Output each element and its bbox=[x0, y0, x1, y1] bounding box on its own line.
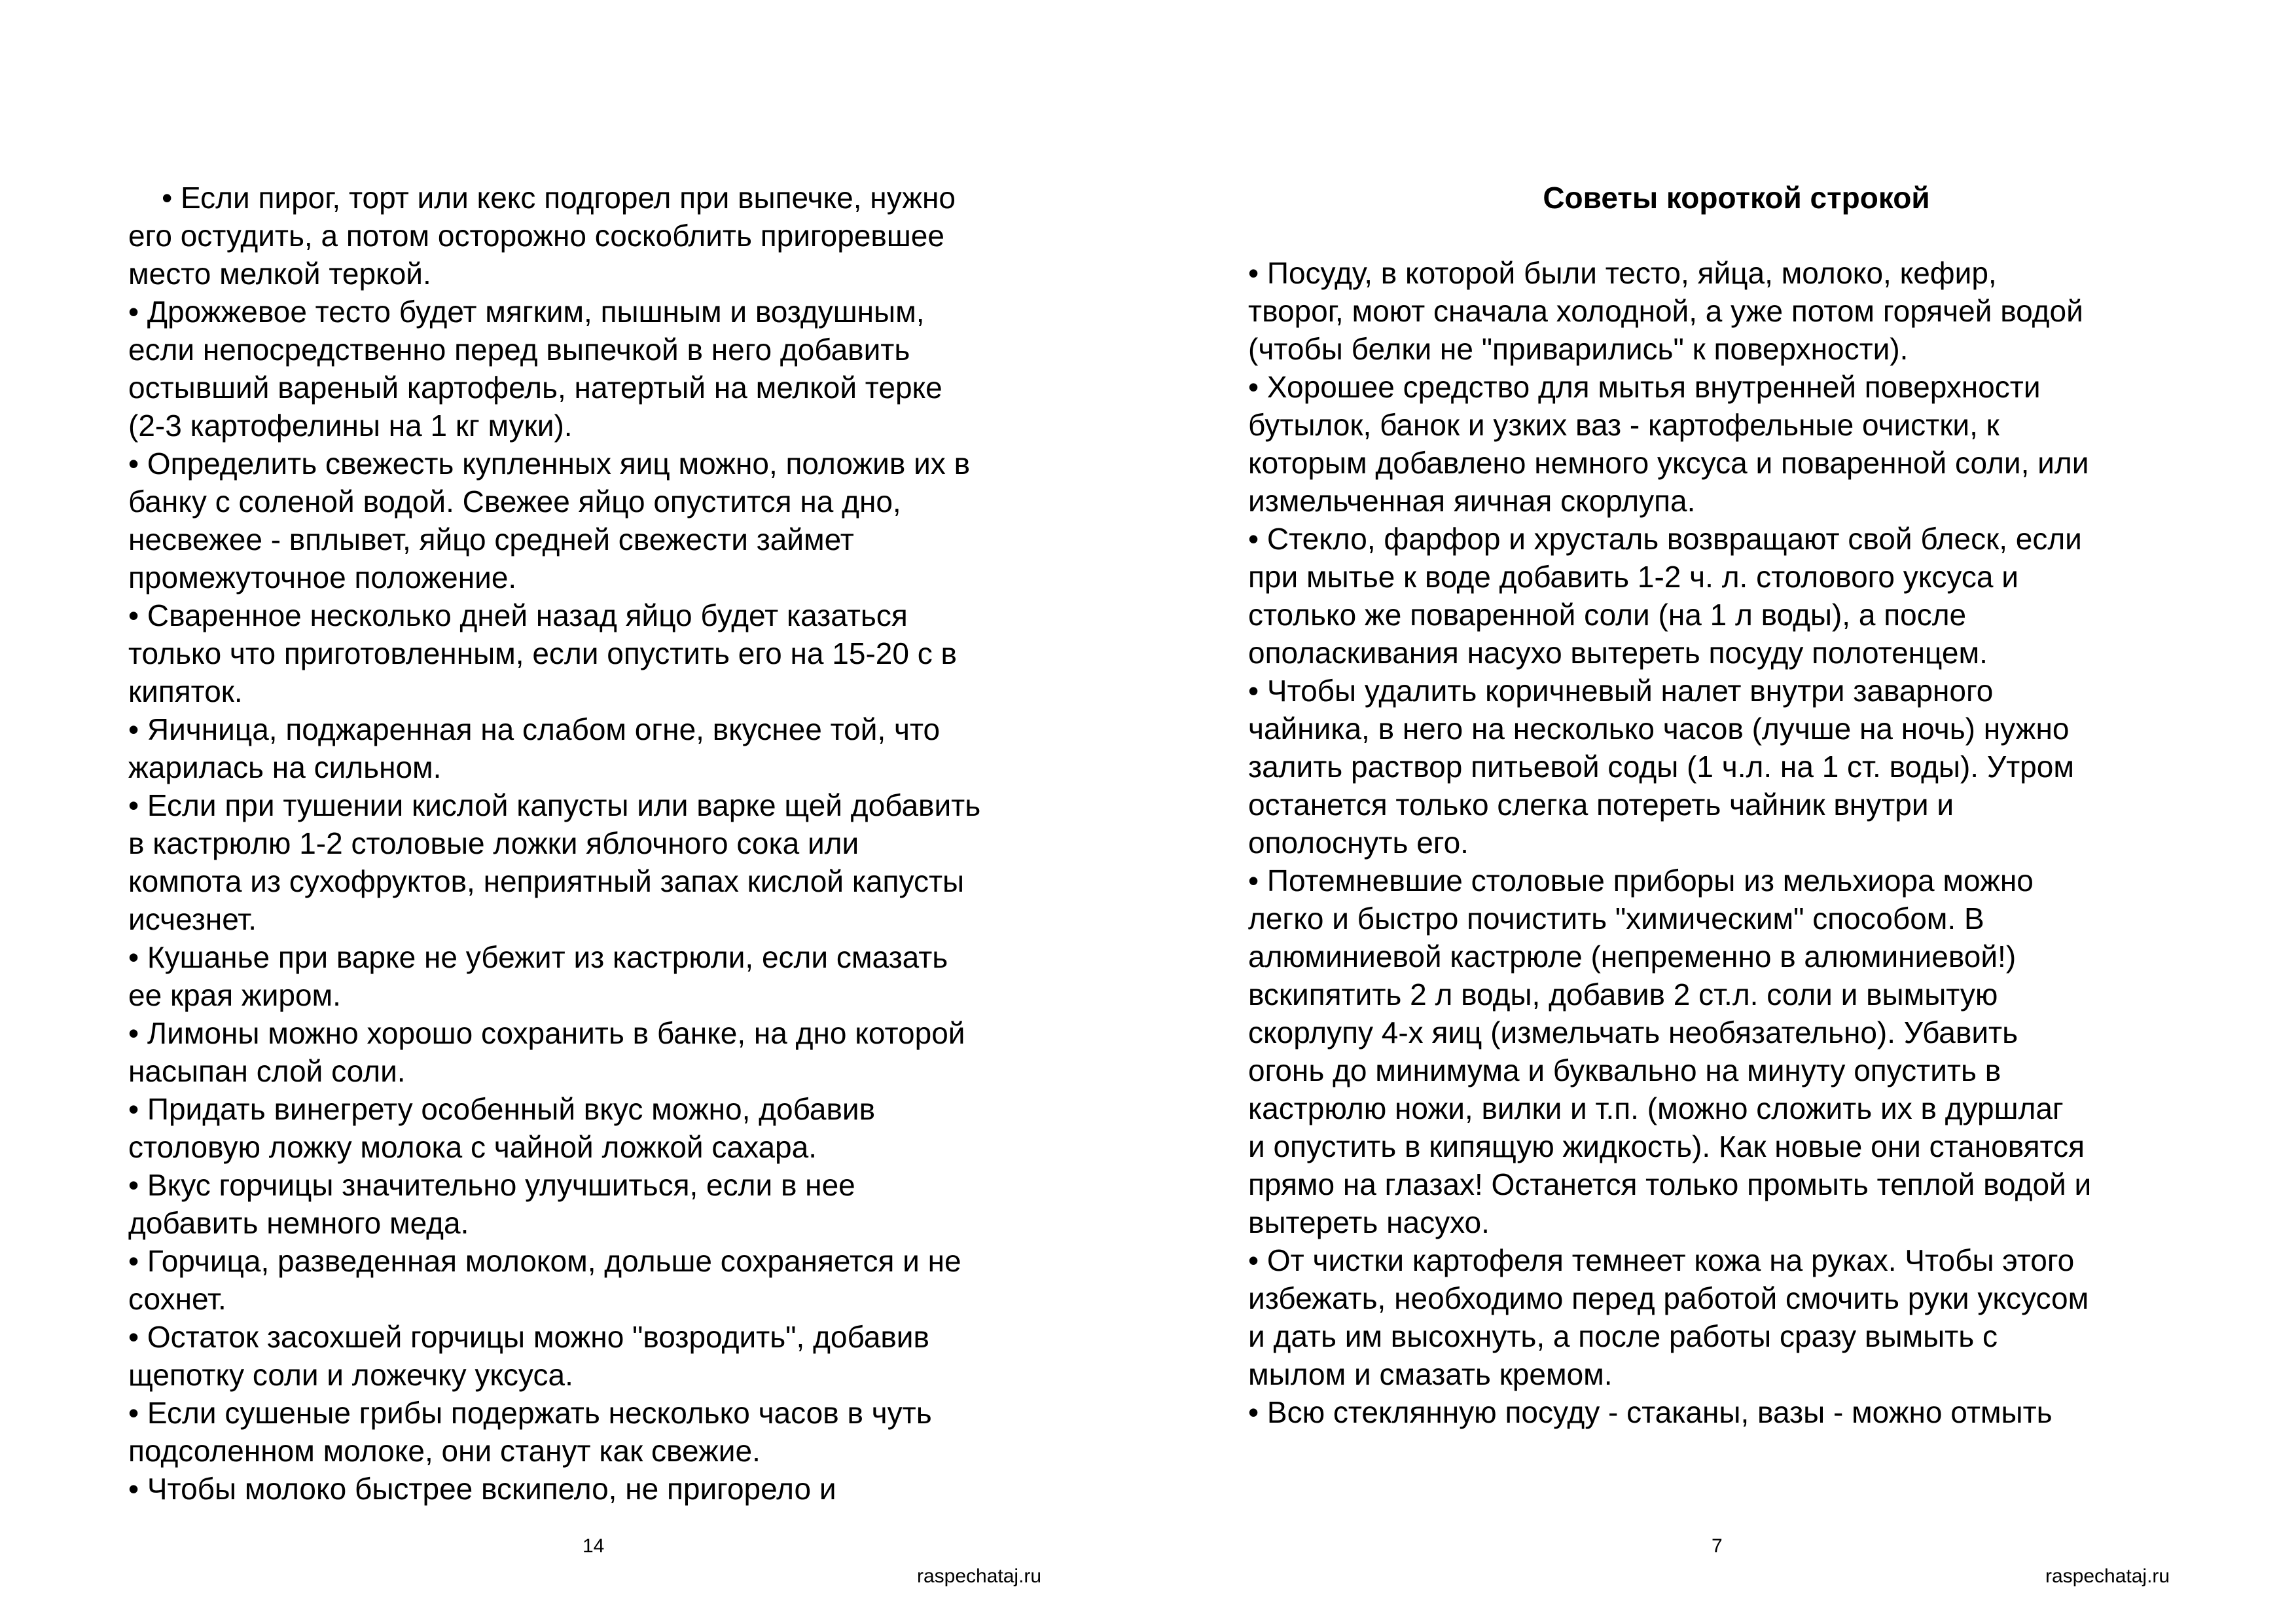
text-line: вскипятить 2 л воды, добавив 2 ст.л. соли и вымытую bbox=[1248, 977, 1998, 1012]
text-line: несвежее - вплывет, яйцо средней свежести займет bbox=[128, 522, 854, 556]
text-line: щепотку соли и ложечку уксуса. bbox=[128, 1358, 573, 1392]
text-line: • Горчица, разведенная молоком, дольше сохраняется и не bbox=[128, 1244, 961, 1278]
text-line: добавить немного меда. bbox=[128, 1206, 469, 1240]
text-line: • Кушанье при варке не убежит из кастрюли, если смазать bbox=[128, 940, 948, 974]
text-line: огонь до минимума и буквально на минуту опустить в bbox=[1248, 1053, 2001, 1087]
text-line: столько же поваренной соли (на 1 л воды), а после bbox=[1248, 598, 1967, 632]
text-line: его остудить, а потом осторожно соскоблить пригоревшее bbox=[128, 219, 944, 253]
text-line: и дать им высохнуть, а после работы сразу вымыть с bbox=[1248, 1319, 1998, 1353]
text-line: • Потемневшие столовые приборы из мельхиора можно bbox=[1248, 864, 2034, 898]
text-line: если непосредственно перед выпечкой в него добавить bbox=[128, 333, 910, 367]
text-line: чайника, в него на несколько часов (лучше на ночь) нужно bbox=[1248, 712, 2070, 746]
text-line: банку с соленой водой. Свежее яйцо опустится на дно, bbox=[128, 484, 901, 519]
text-line: ополаскивания насухо вытереть посуду полотенцем. bbox=[1248, 636, 1988, 670]
text-line: • От чистки картофеля темнеет кожа на руках. Чтобы этого bbox=[1248, 1243, 2075, 1277]
text-line: • Яичница, поджаренная на слабом огне, вкуснее той, что bbox=[128, 712, 941, 746]
text-line: • Лимоны можно хорошо сохранить в банке, на дно которой bbox=[128, 1016, 965, 1050]
right-page-number: 7 bbox=[1712, 1535, 1723, 1557]
text-line: залить раствор питьевой соды (1 ч.л. на 1 ст. воды). Утром bbox=[1248, 750, 2074, 784]
text-line: ее края жиром. bbox=[128, 978, 341, 1012]
right-page-site-url: raspechataj.ru bbox=[2045, 1565, 2170, 1587]
text-line: исчезнет. bbox=[128, 902, 257, 936]
left-page-site-url: raspechataj.ru bbox=[917, 1565, 1042, 1587]
text-line: • Хорошее средство для мытья внутренней поверхности bbox=[1248, 370, 2041, 404]
text-line: творог, моют сначала холодной, а уже потом горячей водой bbox=[1248, 294, 2083, 328]
text-line: вытереть насухо. bbox=[1248, 1205, 1490, 1239]
text-line: бутылок, банок и узких ваз - картофельные очистки, к bbox=[1248, 408, 2000, 442]
text-line: избежать, необходимо перед работой смочить руки уксусом bbox=[1248, 1281, 2089, 1315]
text-line: • Определить свежесть купленных яиц можно, положив их в bbox=[128, 447, 971, 481]
text-line: • Если сушеные грибы подержать несколько часов в чуть bbox=[128, 1396, 932, 1430]
text-line: • Если при тушении кислой капусты или варке щей добавить bbox=[128, 788, 981, 822]
text-line: промежуточное положение. bbox=[128, 560, 517, 594]
text-line: кипяток. bbox=[128, 674, 243, 708]
text-line: скорлупу 4-х яиц (измельчать необязательно). Убавить bbox=[1248, 1015, 2018, 1049]
text-line: при мытье к воде добавить 1-2 ч. л. столового уксуса и bbox=[1248, 560, 2018, 594]
text-line: • Сваренное несколько дней назад яйцо будет казаться bbox=[128, 598, 908, 632]
text-line: остывший вареный картофель, натертый на мелкой терке bbox=[128, 371, 942, 405]
left-page-number: 14 bbox=[583, 1535, 605, 1557]
text-line: которым добавлено немного уксуса и поваренной соли, или bbox=[1248, 446, 2089, 480]
text-line: • Всю стеклянную посуду - стаканы, вазы - можно отмыть bbox=[1248, 1395, 2053, 1429]
text-line: • Придать винегрету особенный вкус можно, добавив bbox=[128, 1092, 876, 1126]
text-line: • Стекло, фарфор и хрусталь возвращают свой блеск, если bbox=[1248, 522, 2082, 556]
text-line: • Остаток засохшей горчицы можно "возродить", добавив bbox=[128, 1320, 929, 1354]
text-line: легко и быстро почистить "химическим" способом. В bbox=[1248, 902, 1984, 936]
text-line: в кастрюлю 1-2 столовые ложки яблочного сока или bbox=[128, 826, 859, 860]
text-line: • Чтобы молоко быстрее вскипело, не пригорело и bbox=[128, 1472, 836, 1506]
text-line: место мелкой теркой. bbox=[128, 257, 431, 291]
text-line: останется только слегка потереть чайник внутри и bbox=[1248, 788, 1954, 822]
text-line: • Дрожжевое тесто будет мягким, пышным и воздушным, bbox=[128, 295, 925, 329]
text-line: компота из сухофруктов, неприятный запах кислой капусты bbox=[128, 864, 965, 898]
right-page-heading: Советы короткой строкой bbox=[1543, 181, 1930, 215]
text-line: жарилась на сильном. bbox=[128, 750, 442, 784]
right-page bbox=[1148, 0, 2296, 1623]
text-line: только что приготовленным, если опустить его на 15-20 с в bbox=[128, 636, 957, 670]
text-line: подсоленном молоке, они станут как свежие. bbox=[128, 1434, 761, 1468]
text-line: сохнет. bbox=[128, 1282, 226, 1316]
text-line: прямо на глазах! Останется только промыть теплой водой и bbox=[1248, 1167, 2092, 1201]
text-line: столовую ложку молока с чайной ложкой сахара. bbox=[128, 1130, 817, 1164]
text-line: • Чтобы удалить коричневый налет внутри заварного bbox=[1248, 674, 1994, 708]
text-line: и опустить в кипящую жидкость). Как новые они становятся bbox=[1248, 1129, 2085, 1163]
text-line: • Посуду, в которой были тесто, яйца, молоко, кефир, bbox=[1248, 256, 1997, 290]
text-line: ополоснуть его. bbox=[1248, 826, 1469, 860]
text-line: алюминиевой кастрюле (непременно в алюминиевой!) bbox=[1248, 939, 2017, 974]
text-line: • Вкус горчицы значительно улучшиться, если в нее bbox=[128, 1168, 855, 1202]
text-line: кастрюлю ножи, вилки и т.п. (можно сложить их в дуршлаг bbox=[1248, 1091, 2064, 1125]
text-line: (2-3 картофелины на 1 кг муки). bbox=[128, 409, 573, 443]
text-line: насыпан слой соли. bbox=[128, 1054, 406, 1088]
left-page-body bbox=[128, 179, 980, 1508]
right-page-body bbox=[1248, 254, 2091, 1431]
text-line: измельченная яичная скорлупа. bbox=[1248, 484, 1696, 518]
text-line: • Если пирог, торт или кекс подгорел при выпечке, нужно bbox=[128, 181, 956, 215]
text-line: (чтобы белки не "приварились" к поверхности). bbox=[1248, 332, 1909, 366]
text-line: мылом и смазать кремом. bbox=[1248, 1357, 1613, 1391]
